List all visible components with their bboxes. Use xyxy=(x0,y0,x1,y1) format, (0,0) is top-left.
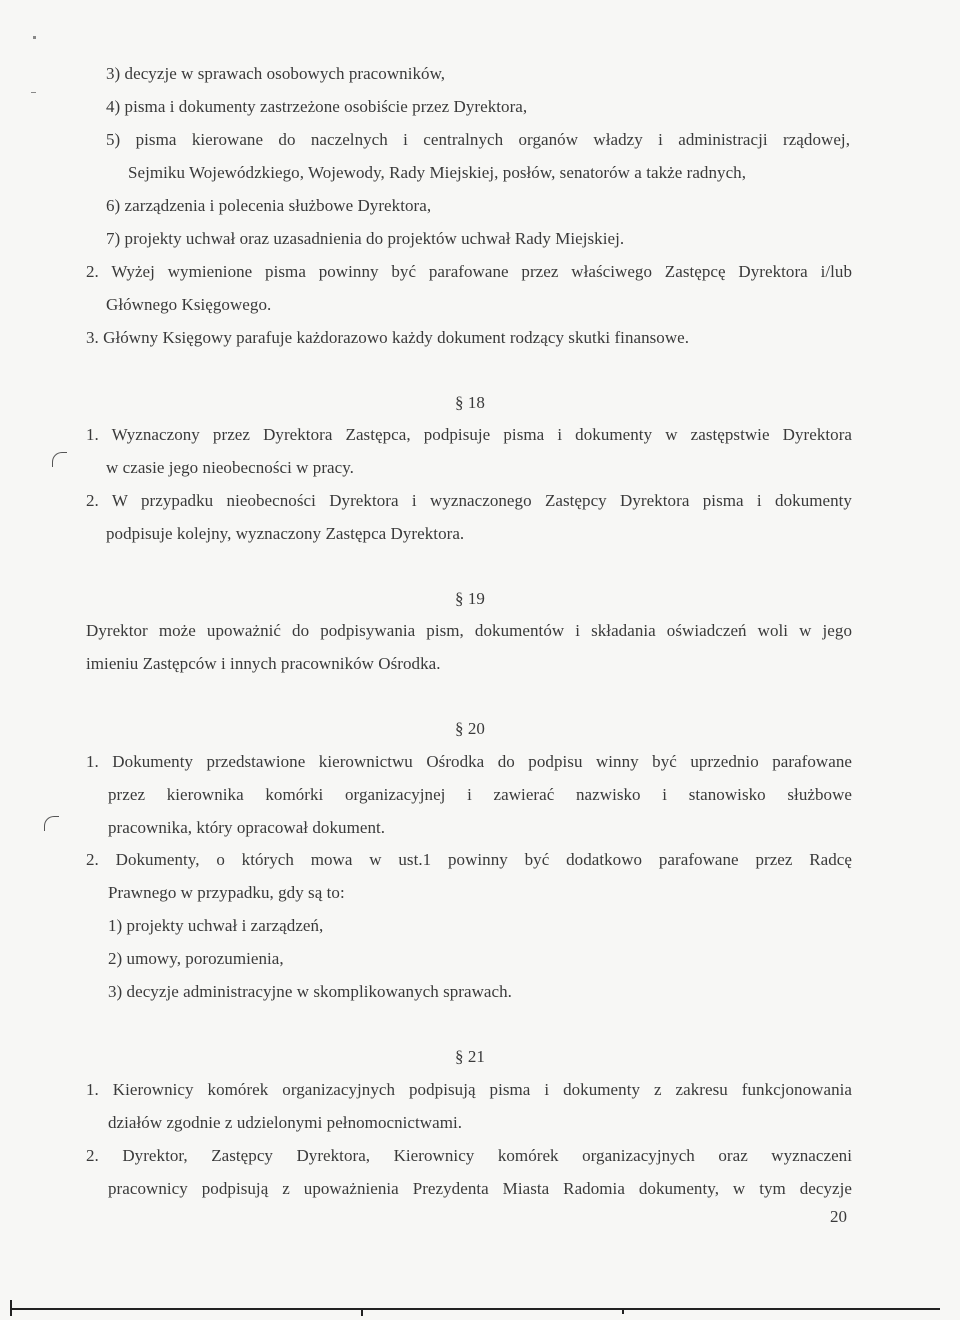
section-20-item-2: 2. Dokumenty, o których mowa w ust.1 powinny być dodatkowo parafowane przez Radcę xyxy=(86,850,852,869)
section-20-item-1-cont2: pracownika, który opracował dokument. xyxy=(108,818,386,837)
section-20-subitem-3: 3) decyzje administracyjne w skomplikowanych sprawach. xyxy=(108,982,512,1001)
section-19-text-cont: imieniu Zastępców i innych pracowników Ośrodka. xyxy=(86,654,441,673)
paragraph-2-cont: Głównego Księgowego. xyxy=(106,295,272,314)
section-21-item-1: 1. Kierownicy komórek organizacyjnych podpisują pisma i dokumenty z zakresu funkcjonowania xyxy=(86,1080,852,1099)
section-21-item-2-cont: pracownicy podpisują z upoważnienia Prezydenta Miasta Radomia dokumenty, w tym decyzje xyxy=(108,1179,852,1198)
bottom-scan-line xyxy=(10,1308,940,1310)
scan-mark-bottom xyxy=(44,816,59,831)
paragraph-2: 2. Wyżej wymienione pisma powinny być parafowane przez właściwego Zastępcę Dyrektora i/lub xyxy=(86,262,852,281)
list-item-7: 7) projekty uchwał oraz uzasadnienia do projektów uchwał Rady Miejskiej. xyxy=(106,229,625,248)
section-18-item-1-cont: w czasie jego nieobecności w pracy. xyxy=(106,458,354,477)
section-18-item-2-cont: podpisuje kolejny, wyznaczony Zastępca Dyrektora. xyxy=(106,524,465,543)
section-18-item-2: 2. W przypadku nieobecności Dyrektora i wyznaczonego Zastępcy Dyrektora pisma i dokumenty xyxy=(86,491,852,510)
list-item-3: 3) decyzje w sprawach osobowych pracowników, xyxy=(106,64,446,83)
list-item-5: 5) pisma kierowane do naczelnych i centralnych organów władzy i administracji rządowej, xyxy=(106,130,850,149)
scan-tick-left xyxy=(10,1300,12,1316)
section-20-subitem-2: 2) umowy, porozumienia, xyxy=(108,949,284,968)
paragraph-3: 3. Główny Księgowy parafuje każdorazowo każdy dokument rodzący skutki finansowe. xyxy=(86,328,690,347)
section-21-item-2: 2. Dyrektor, Zastępcy Dyrektora, Kierownicy komórek organizacyjnych oraz wyznaczeni xyxy=(86,1146,852,1165)
list-item-4: 4) pisma i dokumenty zastrzeżone osobiście przez Dyrektora, xyxy=(106,97,528,116)
page-number: 20 xyxy=(830,1207,848,1226)
section-21-item-1-cont: działów zgodnie z udzielonymi pełnomocnictwami. xyxy=(108,1113,463,1132)
list-item-5-cont: Sejmiku Wojewódzkiego, Wojewody, Rady Miejskiej, posłów, senatorów a także radnych, xyxy=(128,163,747,182)
section-18-heading: § 18 xyxy=(455,393,485,412)
section-19-heading: § 19 xyxy=(455,589,485,608)
section-20-subitem-1: 1) projekty uchwał i zarządzeń, xyxy=(108,916,324,935)
section-20-item-2-cont: Prawnego w przypadku, gdy są to: xyxy=(108,883,345,902)
section-19-text: Dyrektor może upoważnić do podpisywania pism, dokumentów i składania oświadczeń woli w jego xyxy=(86,621,852,640)
section-21-heading: § 21 xyxy=(455,1047,485,1066)
scan-speck xyxy=(33,36,36,39)
section-20-item-1: 1. Dokumenty przedstawione kierownictwu Ośrodka do podpisu winny być uprzednio parafowane xyxy=(86,752,852,771)
section-20-heading: § 20 xyxy=(455,719,485,738)
scan-speck xyxy=(31,92,36,93)
section-18-item-1: 1. Wyznaczony przez Dyrektora Zastępca, podpisuje pisma i dokumenty w zastępstwie Dyrektora xyxy=(86,425,852,444)
scan-mark-top xyxy=(52,452,67,467)
list-item-6: 6) zarządzenia i polecenia służbowe Dyrektora, xyxy=(106,196,432,215)
section-20-item-1-cont: przez kierownika komórki organizacyjnej i zawierać nazwisko i stanowisko służbowe xyxy=(108,785,852,804)
scan-tick-right xyxy=(622,1308,624,1314)
scan-tick-middle xyxy=(361,1308,363,1316)
